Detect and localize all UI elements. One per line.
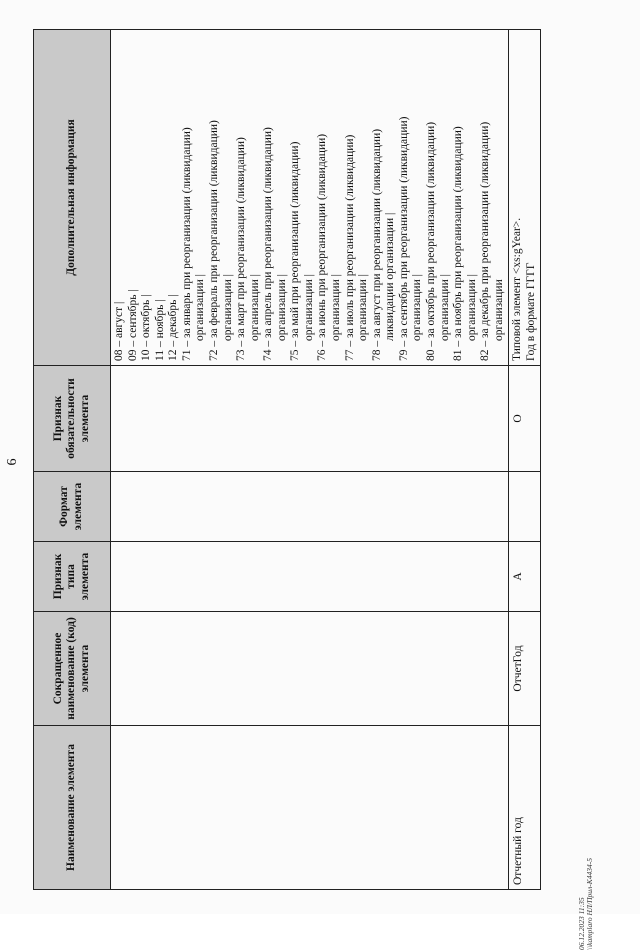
- period-code-line: 80 – за октябрь при реорганизации (ликвидации): [424, 121, 437, 361]
- header-required: Признак обязательности элемента: [34, 366, 111, 472]
- table-row: [509, 30, 541, 890]
- period-code-line: организации |: [438, 274, 451, 341]
- file-stamp-text: [578, 810, 602, 950]
- cell-info-codes: [111, 30, 509, 366]
- period-code-line: 75 – за май при реорганизации (ликвидации): [289, 141, 302, 361]
- table-header-row: [34, 30, 111, 890]
- header-format: Формат элемента: [34, 472, 111, 542]
- period-code-line: 72 – за февраль при реорганизации (ликвидации): [207, 120, 220, 361]
- cell-name-empty: [111, 726, 509, 890]
- period-code-line: 82 – за декабрь при реорганизации (ликвидации): [479, 121, 492, 361]
- cell-type-empty: [111, 542, 509, 612]
- period-code-line: организации |: [302, 274, 315, 341]
- period-code-line: организации |: [221, 274, 234, 341]
- period-code-line: 71 – за январь при реорганизации (ликвидации): [180, 127, 193, 361]
- cell-element-format: [509, 472, 541, 542]
- period-code-line: 09 – сентябрь |: [126, 289, 139, 361]
- table-row-continued: [111, 30, 509, 890]
- info-line: Типовой элемент <xs:gYear>.: [511, 217, 524, 361]
- cell-required-empty: [111, 366, 509, 472]
- rotated-page-content: [5, 30, 538, 890]
- period-code-line: организации |: [330, 274, 342, 341]
- period-code-line: 08 – август |: [113, 301, 125, 361]
- period-code-line: 11 – ноябрь |: [153, 299, 166, 361]
- period-code-line: организации |: [248, 274, 261, 341]
- file-stamp: [578, 830, 602, 950]
- period-code-line: 81 – за ноябрь при реорганизации (ликвидации): [452, 126, 465, 361]
- header-type: Признак типа элемента: [34, 542, 111, 612]
- cell-element-info: [509, 30, 541, 366]
- cell-code-empty: [111, 612, 509, 726]
- cell-format-empty: [111, 472, 509, 542]
- period-code-line: организации |: [465, 274, 478, 341]
- header-code: Сокращенное наименование (код) элемента: [34, 612, 111, 726]
- period-code-line: 10 – октябрь |: [140, 294, 153, 361]
- period-code-line: 76 – за июнь при реорганизации (ликвидации): [316, 133, 329, 361]
- cell-element-type: А: [509, 542, 541, 612]
- info-line: Год в формате ГГГГ: [524, 262, 537, 361]
- page-number: 6: [5, 458, 20, 466]
- period-code-line: организации |: [194, 274, 207, 341]
- cell-element-required: О: [509, 366, 541, 472]
- period-code-line: 77 – за июль при реорганизации (ликвидации): [343, 134, 356, 361]
- period-code-line: 12 – декабрь |: [167, 294, 180, 361]
- stamp-line: \\kamplaro НЛ/Прил-К4434-5: [585, 857, 595, 950]
- header-name: Наименование элемента: [34, 726, 111, 890]
- elements-table: [33, 29, 541, 890]
- period-code-line: организации |: [411, 274, 424, 341]
- period-code-line: организации: [492, 279, 505, 341]
- period-code-line: организации |: [357, 274, 370, 341]
- period-code-line: организации |: [275, 274, 288, 341]
- header-info: Дополнительная информация: [34, 30, 111, 366]
- period-code-line: 78 – за август при реорганизации (ликвидации): [370, 128, 383, 361]
- cell-element-code: ОтчетГод: [509, 612, 541, 726]
- period-code-line: 73 – за март при реорганизации (ликвидации): [235, 137, 248, 361]
- period-code-line: 74 – за апрель при реорганизации (ликвидации): [262, 127, 275, 361]
- period-code-line: 79 – за сентябрь при реорганизации (ликвидации): [397, 116, 410, 361]
- period-codes-list: [113, 34, 506, 361]
- stamp-line: 06.12.2023 11:35: [577, 897, 586, 950]
- period-code-line: ликвидации организации |: [384, 212, 397, 341]
- cell-element-name: Отчетный год: [509, 726, 541, 890]
